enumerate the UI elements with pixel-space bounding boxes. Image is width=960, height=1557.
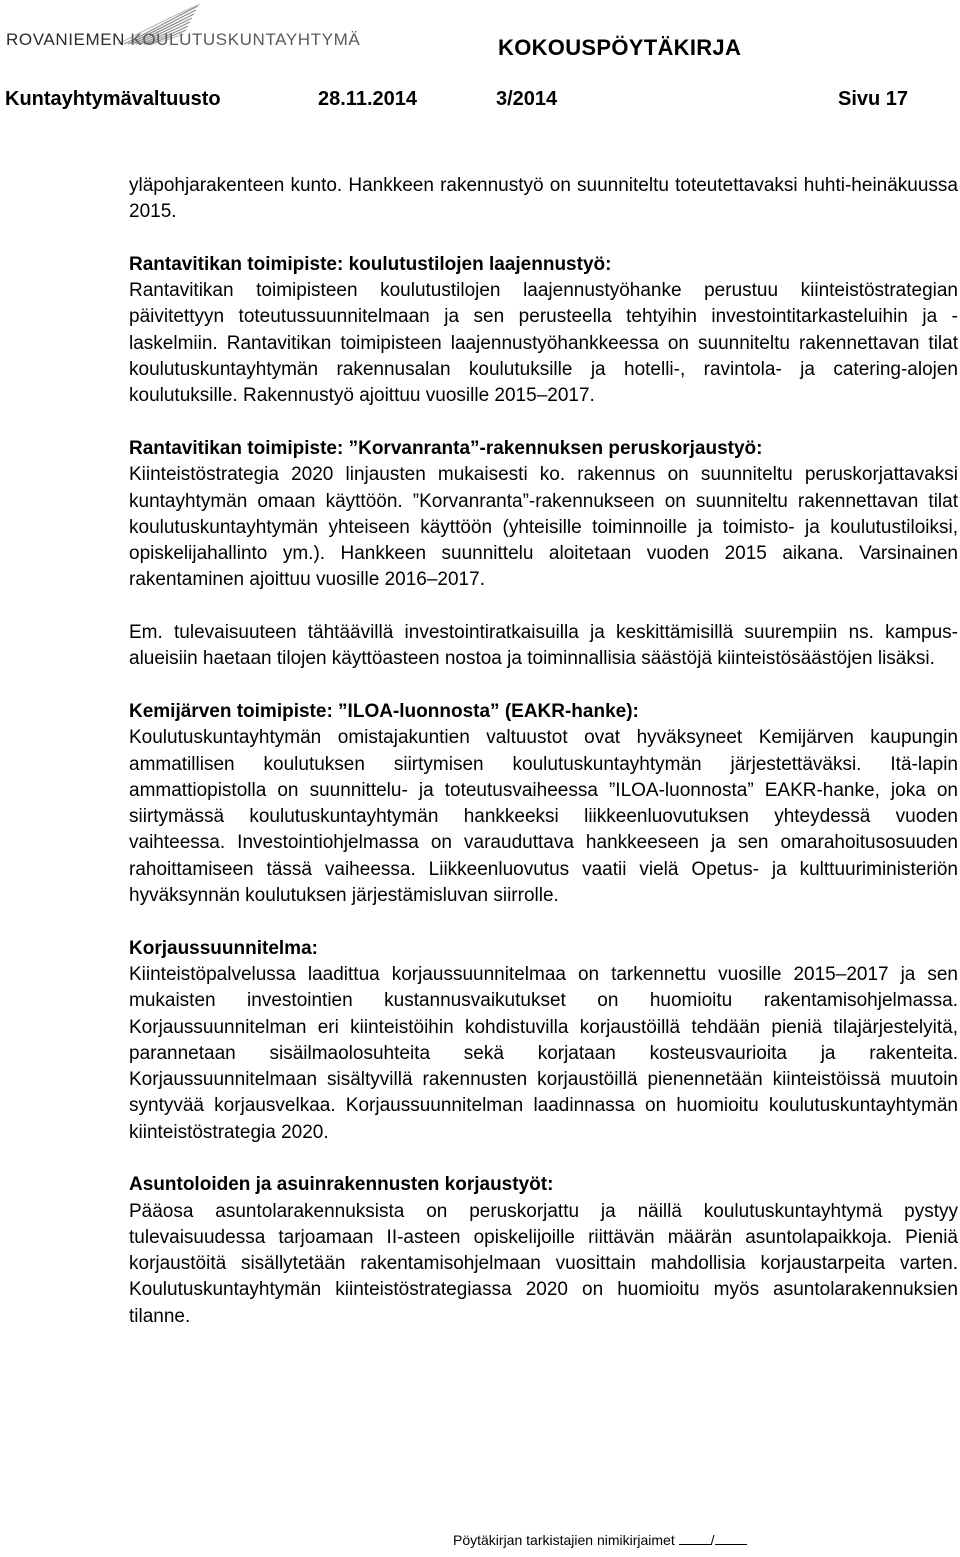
document-body (129, 173, 958, 1356)
section-heading: Rantavitikan toimipiste: koulutustilojen laajennustyö: (129, 253, 612, 275)
section-heading: Kemijärven toimipiste: ”ILOA-luonnosta” (EAKR-hanke): (129, 700, 639, 722)
initials-blank-1 (679, 1532, 711, 1545)
section-investment-summary (129, 620, 958, 673)
section-text: Koulutuskuntayhtymän omistajakuntien valtuustot ovat hyväksyneet Kemijärven kaupungin ammatillisen koulutuksen siirtymisen koulutuskuntayhtymän järjestettäväksi. Itä-lapin ammattiopistolla on suunnittelu- ja toteutusvaiheessa ”ILOA-luonnosta” EAKR-hanke, joka on siirtymässä koulutuskuntayhtymän hankkeeksi liikkeenluovutuksen yhteydessä vuoden vaihteessa. Investointiohjelmassa on varauduttava hankkeeseen ja sen omarahoitusosuuden rahoittamiseen tässä vaiheessa. Liikkeenluovutus vaatii vielä Opetus- ja kulttuuriministeriön hyväksynnän koulutuksen järjestämisluvan siirrolle. (129, 727, 958, 907)
page-number: Sivu 17 (838, 88, 909, 110)
section-text: Kiinteistöpalvelussa laadittua korjaussuunnitelmaa on tarkennettu vuosille 2015–2017 ja sen mukaisten investointien kustannusvaikutukset on huomioitu rakentamisohjelmassa. Korjaussuunnitelman eri kiinteistöihin kohdistuvilla korjaustöillä tehdään pieniä tilajärjestelyitä, parannetaan sisäilmaolosuhteita sekä korjataan kosteusvaurioita ja rakenteita. Korjaussuunnitelmaan sisältyvillä rakennusten korjaustöillä pienennetään kiinteistöissä muutoin syntyvää korjausvelkaa. Korjaussuunnitelman laadinnassa on huomioitu koulutuskuntayhtymän kiinteistöstrategia 2020. (129, 963, 958, 1143)
footer-initials (453, 1532, 747, 1548)
meeting-number: 3/2014 (496, 88, 558, 110)
section-repair-plan (129, 936, 958, 1146)
footer-label: Pöytäkirjan tarkistajien nimikirjaimet (453, 1532, 675, 1548)
section-rantavitikka-extension (129, 252, 958, 410)
section-heading: Asuntoloiden ja asuinrakennusten korjaustyöt: (129, 1174, 554, 1196)
document-type: KOKOUSPÖYTÄKIRJA (498, 35, 742, 60)
organization-name (6, 30, 360, 50)
initials-blank-2 (715, 1532, 747, 1545)
body-name: Kuntayhtymävaltuusto (5, 88, 221, 110)
section-dormitory-repairs (129, 1172, 958, 1330)
org-name-part2: KOULUTUSKUNTAYHTYMÄ (130, 30, 361, 49)
meeting-date: 28.11.2014 (318, 88, 417, 110)
section-heading: Rantavitikan toimipiste: ”Korvanranta”-rakennuksen peruskorjaustyö: (129, 437, 763, 459)
section-text: Em. tulevaisuuteen tähtäävillä investointiratkaisuilla ja keskittämisillä suurempiin ns. kampus-alueisiin haetaan tilojen käyttöasteen nostoa ja toiminnallisia säästöjä kiinteistösäästöjen lisäksi. (129, 622, 958, 670)
section-text: yläpohjarakenteen kunto. Hankkeen rakennustyö on suunniteltu toteutettavaksi huhti-heinäkuussa 2015. (129, 175, 958, 223)
section-intro (129, 173, 958, 226)
section-heading: Korjaussuunnitelma: (129, 937, 318, 959)
section-text: Kiinteistöstrategia 2020 linjausten mukaisesti ko. rakennus on suunniteltu peruskorjattavaksi kuntayhtymän omaan käyttöön. ”Korvanranta”-rakennukseen on suunniteltu rakennettavan tilat koulutuskuntayhtymän yhteiseen käyttöön (yhteisille toiminnoille ja toimisto- ja koulutustiloiksi, opiskelijahallinto ym.). Hankkeen suunnittelu aloitetaan vuoden 2015 aikana. Varsinainen rakentaminen ajoittuu vuosille 2016–2017. (129, 464, 958, 591)
section-text: Pääosa asuntolarakennuksista on peruskorjattu ja näillä koulutuskuntayhtymä pystyy tulevaisuudessa tarjoamaan II-asteen opiskelijoille riittävän määrän asuntolapaikkoja. Pieniä korjaustöitä sisällytetään rakentamisohjelmaan vuosittain mahdollisia korjaustarpeita varten. Koulutuskuntayhtymän kiinteistöstrategiassa 2020 on huomioitu myös asuntolarakennuksien tilanne. (129, 1200, 958, 1327)
section-korvanranta-renovation (129, 436, 958, 594)
section-kemijarvi-iloa (129, 699, 958, 909)
org-name-part1: ROVANIEMEN (6, 30, 126, 49)
section-text: Rantavitikan toimipisteen koulutustilojen laajennustyöhanke perustuu kiinteistöstrategian päivitettyyn toteutussuunnitelmaan ja sen perusteella tehtyihin investointitarkasteluihin ja -laskelmiin. Rantavitikan toimipisteen laajennustyöhankkeessa on suunniteltu rakennettavan tilat koulutuskuntayhtymän rakennusalan koulutuksille ja hotelli-, ravintola- ja catering-alojen koulutuksille. Rakennustyö ajoittuu vuosille 2015–2017. (129, 280, 958, 407)
initials-separator: / (710, 1532, 715, 1548)
